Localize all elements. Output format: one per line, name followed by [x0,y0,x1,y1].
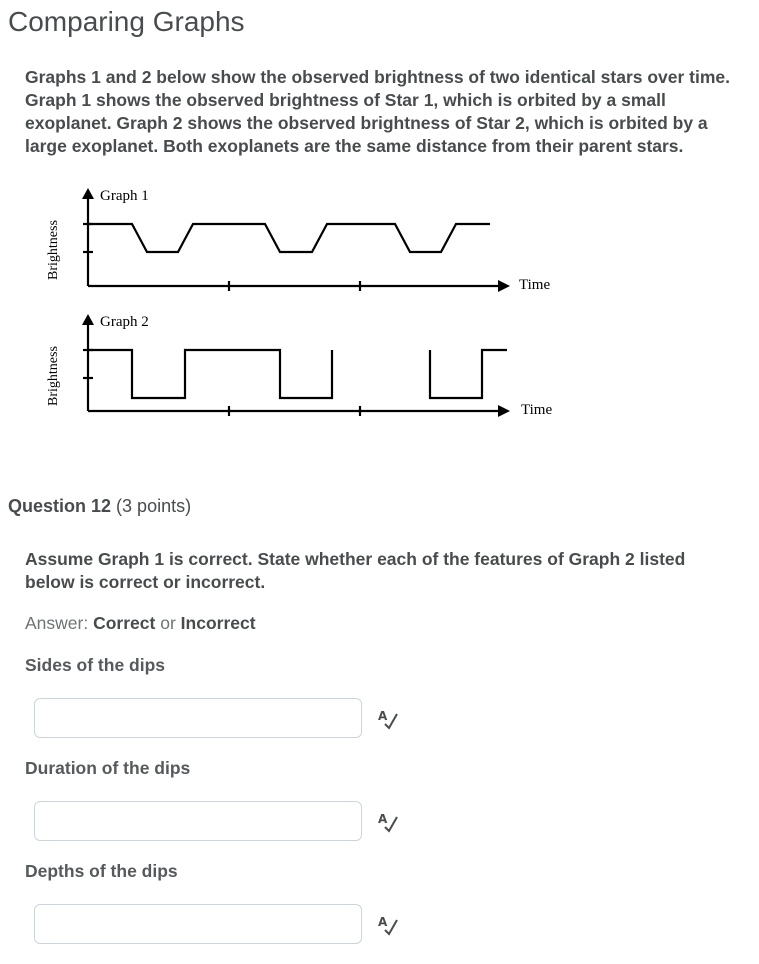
answer-instructions [25,613,256,634]
spellcheck-icon[interactable] [377,811,399,833]
graph-2-xlabel: Time [521,402,553,418]
page-title: Comparing Graphs [8,6,245,37]
graph-1-xarrow-icon [498,280,510,292]
graph-2 [46,314,552,418]
duration-of-dips-label: Duration of the dips [25,758,191,778]
graphs-figure [40,180,580,435]
graph-1-yarrow-icon [82,188,94,199]
graph-1-xlabel: Time [519,277,551,293]
answer-or: or [160,613,176,633]
answer-option-incorrect: Incorrect [180,613,256,633]
graph-2-ylabel: Brightness [46,346,61,406]
answer-option-correct: Correct [93,613,156,633]
graph-1-title: Graph 1 [100,188,149,204]
question-points: (3 points) [116,496,192,516]
depths-of-dips-input[interactable] [34,904,362,944]
graph-2-title: Graph 2 [100,314,149,330]
graph-2-curve-a [88,350,332,398]
graph-1-ylabel: Brightness [46,220,61,280]
question-text: Assume Graph 1 is correct. State whether each of the features of Graph 2 listed below is correct or incorrect. [25,549,686,592]
graph-2-axes [83,320,506,416]
spellcheck-icon[interactable] [377,914,399,936]
question-header [8,496,191,517]
sides-of-dips-input[interactable] [34,698,362,738]
answer-prefix: Answer: [25,613,89,633]
svg-text:A: A [378,812,388,826]
graph-2-yarrow-icon [82,314,94,325]
spellcheck-icon[interactable] [377,708,399,730]
svg-text:A: A [378,709,388,723]
graph-1-axes [83,194,506,291]
graph-1-curve [88,224,490,252]
graph-2-xarrow-icon [498,405,510,417]
question-number: Question 12 [8,496,112,516]
sides-of-dips-label: Sides of the dips [25,655,166,675]
depths-of-dips-label: Depths of the dips [25,861,178,881]
duration-of-dips-input[interactable] [34,801,362,841]
intro-text: Graphs 1 and 2 below show the observed brightness of two identical stars over time. Graph 1 shows the observed brightness of Star 1, which is orbited by a small exoplanet. Graph 2 shows the observed brightness of Star 2, which is orbited by a large exoplanet. Both exoplanets are the same distance from their parent stars. [25,67,731,156]
graph-2-curve-b [430,350,507,398]
graph-1 [46,188,550,293]
svg-text:A: A [378,915,388,929]
